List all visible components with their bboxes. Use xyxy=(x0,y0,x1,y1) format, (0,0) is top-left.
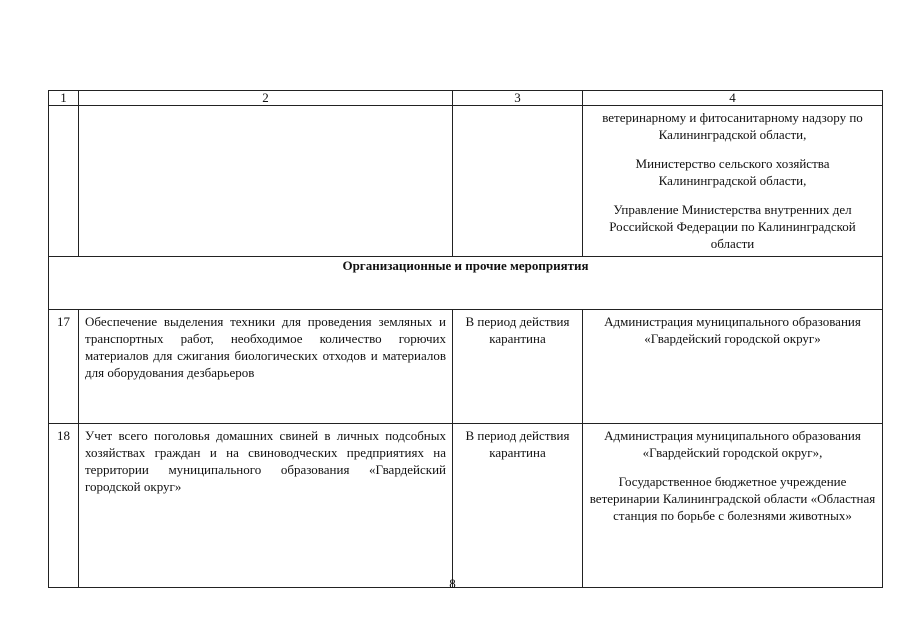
measures-table xyxy=(48,90,883,588)
cell-num xyxy=(49,106,79,257)
row-period: В период действия карантина xyxy=(453,424,583,588)
header-row xyxy=(49,91,883,106)
header-col-1: 1 xyxy=(49,91,79,106)
row-number: 17 xyxy=(49,310,79,424)
row-responsible xyxy=(583,424,883,588)
page-number: 8 xyxy=(449,576,456,591)
responsible-line: Государственное бюджетное учреждение ветеринарии Калининградской области «Областная станция по борьбе с болезнями животных» xyxy=(589,474,876,523)
header-col-2: 2 xyxy=(79,91,453,106)
cell-period xyxy=(453,106,583,257)
row-action: Обеспечение выделения техники для проведения земляных и транспортных работ, необходимое количество горючих материалов для сжигания биологических отходов и материалов для оборудования дезбарьеров xyxy=(79,310,453,424)
header-col-3: 3 xyxy=(453,91,583,106)
responsible-line: Министерство сельского хозяйства Калининградской области, xyxy=(635,156,830,188)
row-number: 18 xyxy=(49,424,79,588)
responsible-line: ветеринарному и фитосанитарному надзору по Калининградской области, xyxy=(602,110,863,142)
header-col-4: 4 xyxy=(583,91,883,106)
cell-action xyxy=(79,106,453,257)
section-title: Организационные и прочие мероприятия xyxy=(49,257,883,310)
responsible-line: Управление Министерства внутренних дел Российской Федерации по Калининградской области xyxy=(609,202,856,251)
table-row xyxy=(49,424,883,588)
responsible-line: Администрация муниципального образования «Гвардейский городской округ», xyxy=(604,428,861,460)
row-period: В период действия карантина xyxy=(453,310,583,424)
responsible-line: Администрация муниципального образования «Гвардейский городской округ» xyxy=(604,314,861,346)
table-row-continued xyxy=(49,106,883,257)
row-action: Учет всего поголовья домашних свиней в личных подсобных хозяйствах граждан и на свиноводческих предприятиях на территории муниципального образования «Гвардейский городской округ» xyxy=(79,424,453,588)
row-responsible xyxy=(583,310,883,424)
cell-responsible xyxy=(583,106,883,257)
section-row xyxy=(49,257,883,310)
table-row xyxy=(49,310,883,424)
